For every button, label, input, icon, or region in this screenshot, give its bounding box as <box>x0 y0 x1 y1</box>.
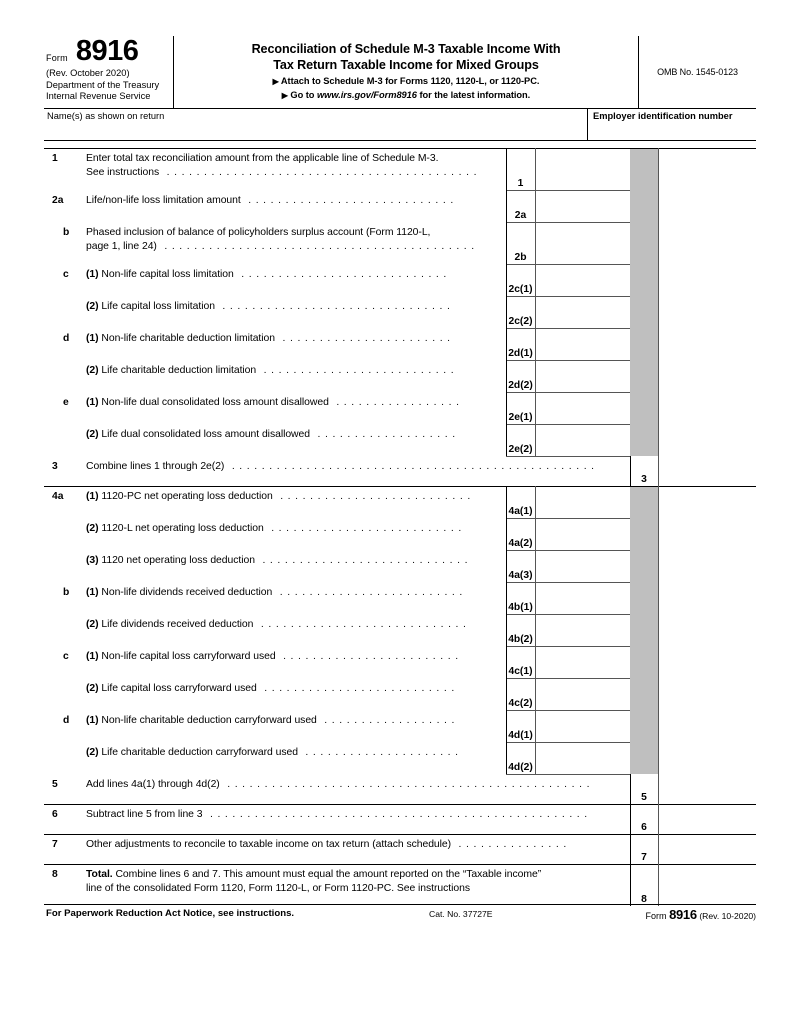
line-description-text: Combine lines 1 through 2e(2) <box>86 461 225 472</box>
line-description-text: Life charitable deduction carryforward used <box>101 747 298 758</box>
line-description-cell <box>44 804 630 834</box>
line-number-box-label: 2b <box>514 252 527 263</box>
form-line-row <box>44 710 756 742</box>
horizontal-rule <box>506 614 630 615</box>
line-number-box-label: 2c(1) <box>508 284 533 295</box>
vertical-rule <box>658 864 659 906</box>
irs-line: Internal Revenue Service <box>46 90 151 101</box>
form-line-row <box>44 360 756 392</box>
dot-leader: .......................... <box>256 683 459 694</box>
line-number-box <box>506 190 535 222</box>
horizontal-rule <box>506 264 630 265</box>
line-description-cell <box>44 550 506 582</box>
form-footer <box>44 904 756 927</box>
line-description <box>86 300 502 314</box>
line-description-cell <box>44 710 506 742</box>
line-description-text-2: See instructions <box>86 167 160 178</box>
line-description-text: Subtract line 5 from line 3 <box>86 809 203 820</box>
goto-suffix: for the latest information. <box>419 90 531 100</box>
amount-entry-cell[interactable] <box>658 864 756 906</box>
line-number-box <box>506 424 535 456</box>
line-description-cell <box>44 148 506 190</box>
arrow-icon: ▶ <box>272 77 279 86</box>
amount-entry-cell[interactable] <box>535 678 630 710</box>
amount-entry-cell[interactable] <box>535 296 630 328</box>
dot-leader: .................. <box>316 715 460 726</box>
form-line-row <box>44 774 756 804</box>
line-number: 2a <box>52 195 64 206</box>
vertical-rule <box>535 486 536 774</box>
form-line-row <box>44 264 756 296</box>
amount-entry-cell[interactable] <box>535 486 630 518</box>
amount-entry-cell[interactable] <box>658 456 756 486</box>
line-number-box <box>506 550 535 582</box>
line-number-box <box>630 456 658 486</box>
line-number-box-label: 8 <box>641 894 647 905</box>
treasury-line: Department of the Treasury <box>46 79 160 90</box>
line-number-box-label: 7 <box>641 852 647 863</box>
line-description-text: Add lines 4a(1) through 4d(2) <box>86 779 220 790</box>
line-description-cell <box>44 774 630 804</box>
horizontal-rule <box>44 148 756 149</box>
line-description <box>86 428 502 442</box>
vertical-rule <box>630 864 631 906</box>
line-number-box <box>506 296 535 328</box>
line-number: 5 <box>52 779 58 790</box>
form-line-row <box>44 864 756 906</box>
dot-leader: .......................... <box>256 365 459 376</box>
dot-leader: ............................ <box>253 619 471 630</box>
line-paren-number: (2) <box>86 429 102 440</box>
line-description-text: Non-life dividends received deduction <box>101 587 273 598</box>
vertical-rule <box>630 834 631 864</box>
line-number-box-label: 2c(2) <box>508 316 533 327</box>
line-paren-number: (2) <box>86 683 102 694</box>
horizontal-rule <box>506 518 630 519</box>
form-line-row <box>44 834 756 864</box>
amount-entry-cell[interactable] <box>535 710 630 742</box>
line-sub-letter: e <box>63 397 69 408</box>
amount-entry-cell[interactable] <box>535 518 630 550</box>
line-sub-letter: b <box>63 587 70 598</box>
vertical-rule <box>658 486 659 774</box>
line-description <box>86 838 626 852</box>
line-number-box-label: 1 <box>517 178 524 189</box>
line-description-text: Non-life charitable deduction limitation <box>101 333 275 344</box>
line-description-cell <box>44 614 506 646</box>
line-number-box <box>506 582 535 614</box>
line-description-text: Enter total tax reconciliation amount from the applicable line of Schedule M-3. <box>86 153 439 164</box>
line-number-box-label: 6 <box>641 822 647 833</box>
line-number-box-label: 4d(2) <box>508 762 533 773</box>
line-number-box-label: 2d(2) <box>508 380 533 391</box>
amount-entry-cell[interactable] <box>535 148 630 190</box>
line-description <box>86 226 502 240</box>
line-description-text: Non-life charitable deduction carryforward used <box>101 715 317 726</box>
amount-entry-cell[interactable] <box>535 582 630 614</box>
line-number-box <box>506 646 535 678</box>
form-word-label: Form <box>46 53 68 63</box>
line-description-text: 1120 net operating loss deduction <box>101 555 255 566</box>
form-body <box>44 148 756 906</box>
attach-instruction <box>174 76 638 86</box>
form-line-row <box>44 190 756 222</box>
dot-leader: ................................................. <box>224 461 599 472</box>
amount-entry-cell[interactable] <box>535 360 630 392</box>
paperwork-notice: For Paperwork Reduction Act Notice, see instructions. <box>46 908 295 919</box>
line-description <box>86 618 502 632</box>
line-description-text: 1120-L net operating loss deduction <box>101 523 264 534</box>
line-description <box>86 714 502 728</box>
dot-leader-2: .......................................... <box>156 241 479 252</box>
dot-leader: ............................ <box>233 269 451 280</box>
line-description <box>86 554 502 568</box>
dot-leader: .......................... <box>272 491 475 502</box>
line-number: 7 <box>52 839 58 850</box>
line-description-cell <box>44 190 506 222</box>
amount-entry-cell[interactable] <box>535 264 630 296</box>
dot-leader: ....................... <box>274 333 455 344</box>
horizontal-rule <box>506 424 630 425</box>
form-line-row <box>44 614 756 646</box>
form-number: 8916 <box>75 35 139 67</box>
form-line-row <box>44 518 756 550</box>
form-line-row <box>44 222 756 264</box>
form-line-row <box>44 392 756 424</box>
line-description-text: Life capital loss carryforward used <box>101 683 257 694</box>
line-paren-number: (2) <box>86 747 102 758</box>
amount-entry-cell[interactable] <box>535 222 630 264</box>
line-description-cell <box>44 834 630 864</box>
line-sub-letter: b <box>63 227 70 238</box>
line-description <box>86 522 502 536</box>
line-description-text: Non-life dual consolidated loss amount disallowed <box>101 397 329 408</box>
dot-leader: ......................... <box>272 587 467 598</box>
line-description <box>86 460 626 474</box>
line-number-box <box>630 774 658 804</box>
line-description <box>86 152 502 166</box>
line-description-cell <box>44 424 506 456</box>
line-paren-number: (2) <box>86 301 102 312</box>
horizontal-rule <box>506 392 630 393</box>
line-description-text: Non-life capital loss carryforward used <box>101 651 276 662</box>
form-line-row <box>44 328 756 360</box>
line-number-box-label: 4b(2) <box>508 634 533 645</box>
horizontal-rule <box>506 328 630 329</box>
line-paren-number: (3) <box>86 555 102 566</box>
line-number: 4a <box>52 491 64 502</box>
line-description <box>86 364 502 378</box>
horizontal-rule <box>506 678 630 679</box>
line-paren-number: (1) <box>86 269 102 280</box>
line-description-cell <box>44 742 506 774</box>
line-paren-number: (2) <box>86 365 102 376</box>
form-identity-block <box>44 36 174 108</box>
line-description-cell <box>44 392 506 424</box>
form-line-row <box>44 424 756 456</box>
line-number-box-label: 4d(1) <box>508 730 533 741</box>
line-number-box-label: 4a(3) <box>508 570 533 581</box>
line-description-cell <box>44 296 506 328</box>
line-description-cell <box>44 328 506 360</box>
dot-leader-2: .......................................... <box>159 167 482 178</box>
line-description-cell <box>44 486 506 518</box>
line-description <box>86 586 502 600</box>
line-description <box>86 268 502 282</box>
horizontal-rule <box>506 742 630 743</box>
form-line-row <box>44 148 756 190</box>
vertical-rule <box>658 148 659 456</box>
horizontal-rule <box>506 296 630 297</box>
line-description <box>86 778 626 792</box>
form-line-row <box>44 646 756 678</box>
line-number-box <box>506 486 535 518</box>
form-title-line2: Tax Return Taxable Income for Mixed Groups <box>273 57 539 72</box>
horizontal-rule <box>506 774 630 775</box>
line-paren-number: (1) <box>86 491 102 502</box>
line-number-box <box>506 264 535 296</box>
dot-leader: ................... <box>309 429 460 440</box>
line-description-cell <box>44 864 630 906</box>
line-number-box-label: 5 <box>641 792 647 803</box>
dot-leader: ............... <box>451 839 571 850</box>
line-sub-letter: c <box>63 651 69 662</box>
line-description-cell <box>44 646 506 678</box>
amount-entry-cell[interactable] <box>535 392 630 424</box>
vertical-rule <box>535 148 536 456</box>
line-paren-number: (2) <box>86 619 102 630</box>
dot-leader: ............................ <box>254 555 473 566</box>
name-field-label: Name(s) as shown on return <box>47 111 165 121</box>
footer-form-number: 8916 <box>669 907 697 922</box>
line-description-cell <box>44 222 506 264</box>
line-sub-letter: d <box>63 333 70 344</box>
goto-prefix: Go to <box>290 90 315 100</box>
line-description-text: Life dividends received deduction <box>101 619 254 630</box>
line-description-cell <box>44 582 506 614</box>
line-description <box>86 396 502 410</box>
name-ein-band <box>44 109 756 141</box>
horizontal-rule <box>506 190 630 191</box>
form-line-row <box>44 804 756 834</box>
line-description-cell <box>44 518 506 550</box>
amount-entry-cell[interactable] <box>658 834 756 864</box>
dot-leader: ..................... <box>297 747 463 758</box>
amount-entry-cell[interactable] <box>535 614 630 646</box>
goto-url[interactable]: www.irs.gov/Form8916 <box>317 90 417 100</box>
dot-leader: ................................................. <box>219 779 595 790</box>
line-description <box>86 490 502 504</box>
line-description-text: Combine lines 6 and 7. This amount must equal the amount reported on the “Taxable income” <box>112 869 542 880</box>
line-number-box-label: 4c(2) <box>508 698 533 709</box>
line-total-emphasis: Total. <box>86 869 113 880</box>
amount-entry-cell[interactable] <box>535 646 630 678</box>
line-number-box <box>506 742 535 774</box>
line-number: 8 <box>52 869 58 880</box>
form-line-row <box>44 742 756 774</box>
footer-form-revision: (Rev. 10-2020) <box>699 911 756 921</box>
line-description-2 <box>86 240 502 254</box>
name-field-cell[interactable] <box>44 109 588 140</box>
line-description-cell <box>44 360 506 392</box>
line-description <box>86 808 626 822</box>
line-number-box <box>506 148 535 190</box>
line-number-box <box>630 804 658 834</box>
vertical-rule <box>630 804 631 834</box>
line-paren-number: (1) <box>86 333 102 344</box>
amount-entry-cell[interactable] <box>535 328 630 360</box>
line-description <box>86 682 502 696</box>
line-number-box <box>630 834 658 864</box>
line-description-text-2: page 1, line 24) <box>86 241 157 252</box>
line-number-box <box>506 518 535 550</box>
horizontal-rule <box>44 834 756 835</box>
line-description <box>86 194 502 208</box>
line-number-box-label: 4a(1) <box>508 506 533 517</box>
form-header <box>44 36 756 109</box>
goto-instruction <box>174 90 638 100</box>
horizontal-rule <box>44 804 756 805</box>
line-description-text: Phased inclusion of balance of policyholders surplus account (Form 1120-L, <box>86 227 431 238</box>
form-title-block <box>174 36 638 108</box>
line-description-text: Life/non-life loss limitation amount <box>86 195 241 206</box>
vertical-rule <box>658 834 659 864</box>
horizontal-rule <box>506 456 630 457</box>
line-number-box-label: 2e(2) <box>508 444 533 455</box>
line-number-box <box>506 392 535 424</box>
line-description-text: 1120-PC net operating loss deduction <box>101 491 273 502</box>
line-number: 3 <box>52 461 58 472</box>
horizontal-rule <box>506 360 630 361</box>
amount-entry-cell[interactable] <box>658 804 756 834</box>
line-number-box-label: 4b(1) <box>508 602 533 613</box>
omb-number: OMB No. 1545-0123 <box>657 67 738 77</box>
omb-block <box>638 36 756 108</box>
line-paren-number: (1) <box>86 587 102 598</box>
form-line-row <box>44 486 756 518</box>
dot-leader: ........................ <box>275 651 463 662</box>
amount-entry-cell[interactable] <box>535 424 630 456</box>
line-description <box>86 650 502 664</box>
dot-leader: ............................ <box>240 195 458 206</box>
form-line-row <box>44 296 756 328</box>
line-number-box-label: 2e(1) <box>508 412 533 423</box>
dot-leader: ............................... <box>214 301 455 312</box>
line-paren-number: (2) <box>86 523 102 534</box>
form-line-row <box>44 456 756 486</box>
line-description <box>86 868 626 882</box>
amount-entry-cell[interactable] <box>535 550 630 582</box>
footer-form-word: Form <box>645 911 667 921</box>
form-line-row <box>44 550 756 582</box>
horizontal-rule <box>506 646 630 647</box>
dot-leader: .......................... <box>263 523 466 534</box>
ein-field-cell[interactable] <box>588 109 756 140</box>
horizontal-rule <box>44 864 756 865</box>
line-paren-number: (1) <box>86 715 102 726</box>
line-number: 1 <box>52 153 58 164</box>
line-number-box-label: 3 <box>641 474 647 485</box>
line-description-cell <box>44 264 506 296</box>
ein-field-label: Employer identification number <box>593 111 733 121</box>
line-description-cell <box>44 456 630 486</box>
catalog-number: Cat. No. 37727E <box>429 909 493 919</box>
line-number-box-label: 2d(1) <box>508 348 533 359</box>
horizontal-rule <box>506 222 630 223</box>
line-number-box <box>506 710 535 742</box>
footer-form-id <box>646 907 756 922</box>
line-number-box <box>506 360 535 392</box>
form-sheet <box>44 35 756 922</box>
line-description-2 <box>86 166 502 180</box>
horizontal-rule <box>506 710 630 711</box>
line-description-text: Non-life capital loss limitation <box>101 269 234 280</box>
line-number-box <box>506 678 535 710</box>
arrow-icon-2: ▶ <box>281 91 288 100</box>
amount-entry-cell[interactable] <box>535 742 630 774</box>
attach-instruction-text: Attach to Schedule M-3 for Forms 1120, 1120-L, or 1120-PC. <box>280 76 540 86</box>
vertical-rule <box>506 486 507 774</box>
horizontal-rule <box>44 486 756 487</box>
line-number-box-label: 2a <box>514 210 527 221</box>
form-revision-date: (Rev. October 2020) <box>46 68 130 78</box>
line-description <box>86 332 502 346</box>
dot-leader: ................................................... <box>202 809 592 820</box>
horizontal-rule <box>506 582 630 583</box>
line-number-box <box>506 328 535 360</box>
amount-entry-cell[interactable] <box>535 190 630 222</box>
vertical-rule <box>658 804 659 834</box>
line-paren-number: (1) <box>86 651 102 662</box>
line-sub-letter: c <box>63 269 69 280</box>
vertical-rule <box>630 456 631 486</box>
line-description-text: Other adjustments to reconcile to taxable income on tax return (attach schedule) <box>86 839 452 850</box>
line-description <box>86 746 502 760</box>
horizontal-rule <box>506 550 630 551</box>
line-description-text: Life charitable deduction limitation <box>101 365 257 376</box>
line-number-box-label: 4c(1) <box>508 666 533 677</box>
line-description-cell <box>44 678 506 710</box>
line-number-box <box>506 614 535 646</box>
line-paren-number: (1) <box>86 397 102 408</box>
vertical-rule <box>630 774 631 804</box>
line-number-box <box>630 864 658 906</box>
dot-leader: ................. <box>328 397 464 408</box>
vertical-rule <box>658 774 659 804</box>
form-line-row <box>44 582 756 614</box>
line-description-text-2: line of the consolidated Form 1120, Form 1120-L, or Form 1120-PC. See instructions <box>86 883 471 894</box>
form-line-row <box>44 678 756 710</box>
form-title-line1: Reconciliation of Schedule M-3 Taxable Income With <box>251 42 561 56</box>
vertical-rule <box>658 456 659 486</box>
line-number: 6 <box>52 809 58 820</box>
line-description-text: Life dual consolidated loss amount disallowed <box>101 429 310 440</box>
vertical-rule <box>506 148 507 456</box>
line-number-box-label: 4a(2) <box>508 538 533 549</box>
line-sub-letter: d <box>63 715 70 726</box>
amount-entry-cell[interactable] <box>658 774 756 804</box>
line-number-box <box>506 222 535 264</box>
line-description-text: Life capital loss limitation <box>101 301 215 312</box>
line-description-2 <box>86 882 626 896</box>
